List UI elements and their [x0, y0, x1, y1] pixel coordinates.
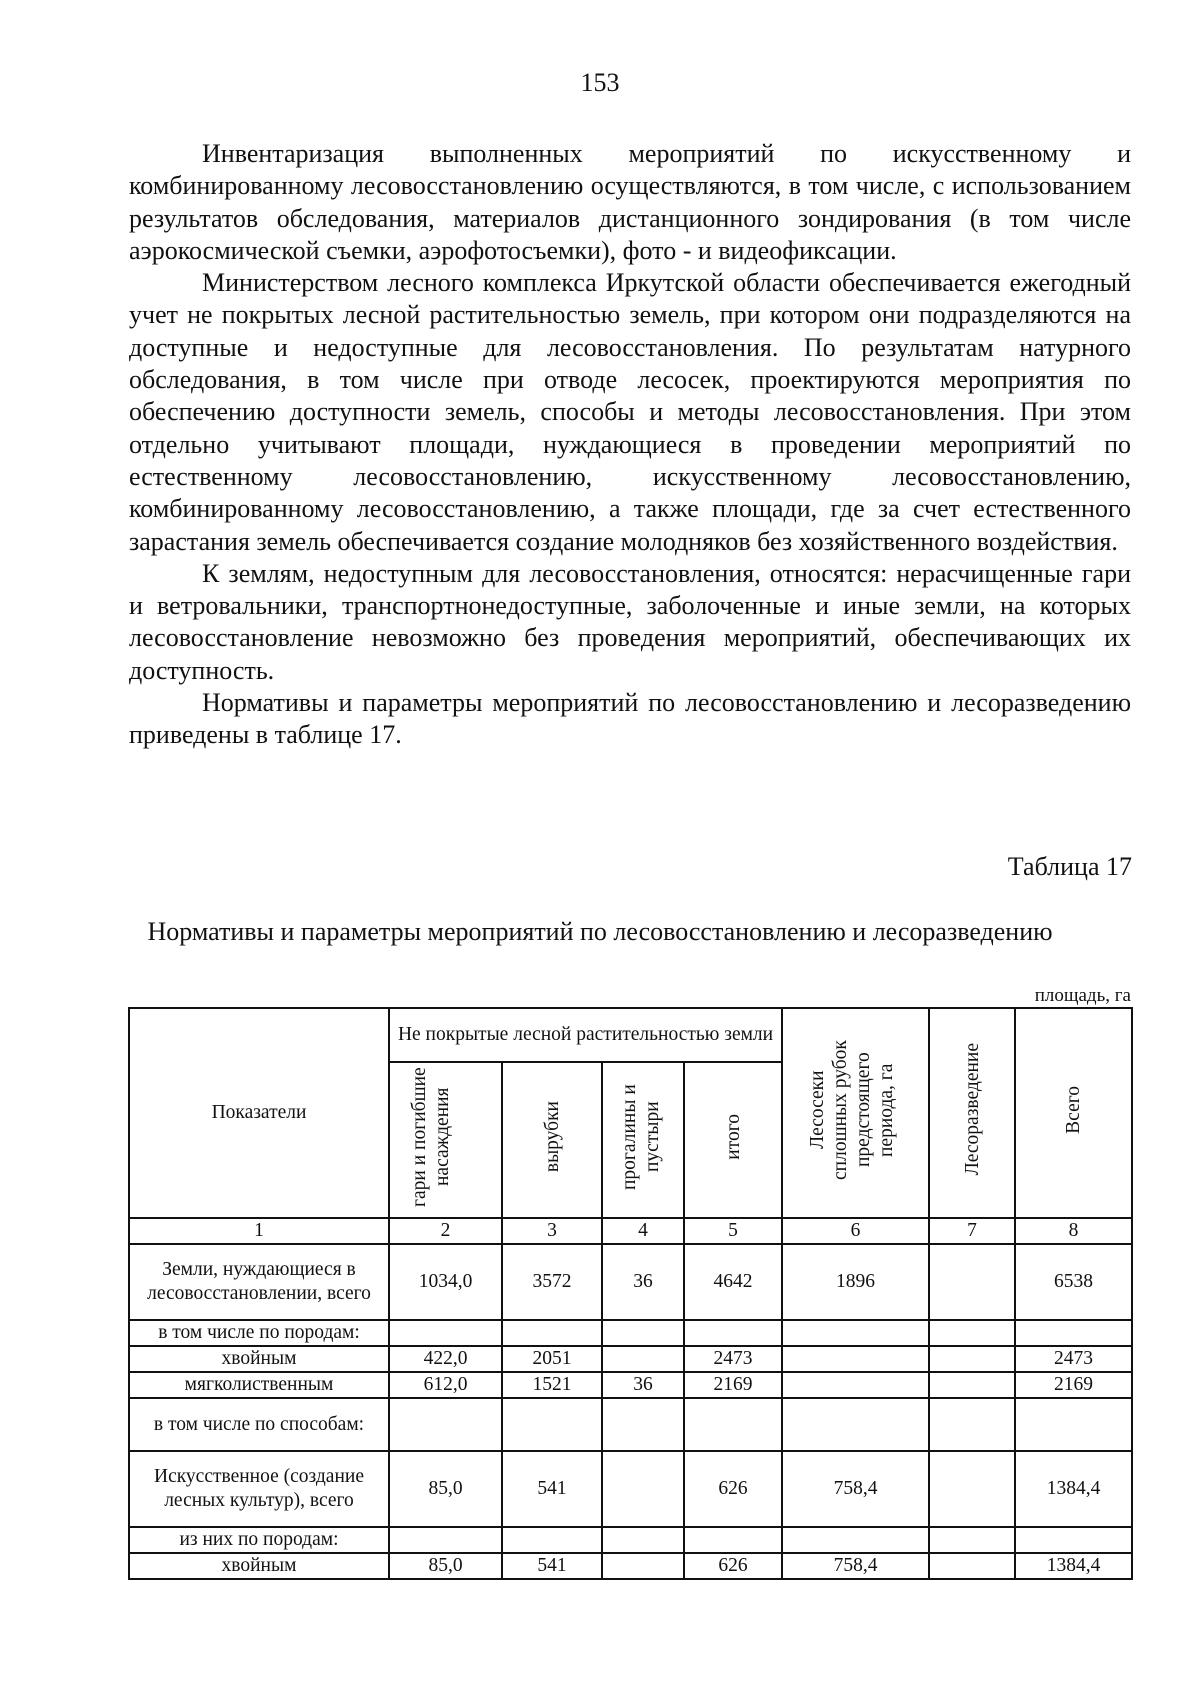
- row-label: в том числе по породам:: [129, 1320, 389, 1346]
- table-cell: [782, 1527, 929, 1553]
- column-number: 2: [389, 1218, 502, 1244]
- norms-table: [128, 1007, 1133, 1580]
- header-burns-label: гари и погибшие насаждения: [409, 1066, 453, 1207]
- table-cell: [684, 1320, 782, 1346]
- row-label: хвойным: [129, 1553, 389, 1579]
- column-numbers-row: [129, 1218, 1132, 1244]
- table-cell: [602, 1451, 684, 1527]
- paragraph: Инвентаризация выполненных мероприятий по искусственному и комбинированному лесовосстановлению осуществляются, в том числе, с использованием результатов обследования, материалов дистанционного зондирования (в том числе аэрокосмической съемки, аэрофотосъемки), фото - и видеофиксации.: [129, 139, 1131, 265]
- header-afforestation: [929, 1008, 1015, 1218]
- table-row: [129, 1398, 1132, 1451]
- table-cell: 85,0: [389, 1451, 502, 1527]
- header-glades-label: прогалины и пустыри: [619, 1083, 663, 1190]
- paragraph: К землям, недоступным для лесовосстановления, относятся: нерасчищенные гари и ветровальники, транспортнонедоступные, заболоченные и иные земли, на которых лесовосстановление невозможно без проведения мероприятий, обеспечивающих их доступность.: [129, 558, 1131, 685]
- table-cell: [1015, 1398, 1132, 1451]
- header-subtotal-label: итого: [722, 1113, 744, 1160]
- column-number: 1: [129, 1218, 389, 1244]
- table-cell: [389, 1398, 502, 1451]
- table-cell: 6538: [1015, 1244, 1132, 1320]
- row-label: в том числе по способам:: [129, 1398, 389, 1451]
- table-cell: 1034,0: [389, 1244, 502, 1320]
- row-label: Земли, нуждающиеся в лесовосстановлении, всего: [129, 1244, 389, 1320]
- header-burns: [389, 1062, 502, 1218]
- table-cell: 626: [684, 1553, 782, 1579]
- table-cell: [929, 1320, 1015, 1346]
- header-cutting-areas: [782, 1008, 929, 1218]
- table-cell: [782, 1372, 929, 1398]
- header-total-label: Всего: [1063, 1085, 1085, 1134]
- table-cell: [602, 1320, 684, 1346]
- header-glades: [602, 1062, 684, 1218]
- table-cell: 3572: [502, 1244, 602, 1320]
- table-cell: 2473: [1015, 1346, 1132, 1372]
- table-cell: [684, 1527, 782, 1553]
- row-label: хвойным: [129, 1346, 389, 1372]
- table-cell: [1015, 1527, 1132, 1553]
- table-cell: [929, 1451, 1015, 1527]
- table-cell: 758,4: [782, 1451, 929, 1527]
- table-cell: [502, 1320, 602, 1346]
- table-cell: [502, 1527, 602, 1553]
- paragraph: Нормативы и параметры мероприятий по лесовосстановлению и лесоразведению приведены в таблице 17.: [129, 688, 1131, 750]
- table-cell: 1896: [782, 1244, 929, 1320]
- table-row: [129, 1451, 1132, 1527]
- header-afforestation-label: Лесоразведение: [961, 1043, 983, 1176]
- header-clearings: [502, 1062, 602, 1218]
- table-cell: [929, 1244, 1015, 1320]
- table-cell: [929, 1372, 1015, 1398]
- table-row: [129, 1527, 1132, 1553]
- table-cell: [502, 1398, 602, 1451]
- column-number: 8: [1015, 1218, 1132, 1244]
- table-cell: 626: [684, 1451, 782, 1527]
- page-number: 153: [580, 68, 620, 97]
- table-cell: [602, 1553, 684, 1579]
- table-cell: 1521: [502, 1372, 602, 1398]
- table-cell: [929, 1553, 1015, 1579]
- paragraph: Министерством лесного комплекса Иркутской области обеспечивается ежегодный учет не покрытых лесной растительностью земель, при котором они подразделяются на доступные и недоступные для лесовосстановления. По результатам натурного обследования, в том числе при отводе лесосек, проектируются мероприятия по обеспечению доступности земель, способы и методы лесовосстановления. При этом отдельно учитывают площади, нуждающиеся в проведении мероприятий по естественному лесовосстановлению, искусственному лесовосстановлению, комбинированному лесовосстановлению, а также площади, где за счет естественного зарастания земель обеспечивается создание молодняков без хозяйственного воздействия.: [129, 268, 1131, 556]
- table-title: Нормативы и параметры мероприятий по лесовосстановлению и лесоразведению: [147, 917, 1053, 946]
- table-cell: [389, 1527, 502, 1553]
- header-unforested-lands: Не покрытые лесной растительностью земли: [389, 1008, 782, 1062]
- table-label: Таблица 17: [1007, 852, 1132, 881]
- table-cell: [684, 1398, 782, 1451]
- table-row: [129, 1553, 1132, 1579]
- table-cell: 2169: [684, 1372, 782, 1398]
- table-cell: 2051: [502, 1346, 602, 1372]
- header-indicators: Показатели: [129, 1008, 389, 1218]
- table-cell: 2169: [1015, 1372, 1132, 1398]
- table-cell: 2473: [684, 1346, 782, 1372]
- table-cell: [782, 1320, 929, 1346]
- row-label: мягколиственным: [129, 1372, 389, 1398]
- table-cell: [929, 1398, 1015, 1451]
- table-cell: [929, 1527, 1015, 1553]
- table-cell: 541: [502, 1451, 602, 1527]
- column-number: 6: [782, 1218, 929, 1244]
- row-label: из них по породам:: [129, 1527, 389, 1553]
- table-cell: [1015, 1320, 1132, 1346]
- header-total: [1015, 1008, 1132, 1218]
- table-cell: 36: [602, 1372, 684, 1398]
- table-cell: 1384,4: [1015, 1553, 1132, 1579]
- header-subtotal: [684, 1062, 782, 1218]
- table-cell: [389, 1320, 502, 1346]
- header-clearings-label: вырубки: [541, 1100, 563, 1173]
- table-cell: 85,0: [389, 1553, 502, 1579]
- table-row: [129, 1346, 1132, 1372]
- column-number: 7: [929, 1218, 1015, 1244]
- table-cell: [782, 1346, 929, 1372]
- table-cell: 541: [502, 1553, 602, 1579]
- table-cell: [602, 1527, 684, 1553]
- row-label: Искусственное (создание лесных культур), всего: [129, 1451, 389, 1527]
- table-row: [129, 1320, 1132, 1346]
- table-cell: [602, 1346, 684, 1372]
- table-cell: 422,0: [389, 1346, 502, 1372]
- body-text: [129, 138, 1131, 752]
- table-cell: 1384,4: [1015, 1451, 1132, 1527]
- table-cell: 4642: [684, 1244, 782, 1320]
- column-number: 4: [602, 1218, 684, 1244]
- table-unit: площадь, га: [1034, 985, 1131, 1006]
- header-cutting-areas-label: Лесосеки сплошных рубок предстоящего периода, га: [806, 1039, 897, 1180]
- table-cell: 36: [602, 1244, 684, 1320]
- table-row: [129, 1372, 1132, 1398]
- column-number: 3: [502, 1218, 602, 1244]
- table-cell: [782, 1398, 929, 1451]
- table-cell: 758,4: [782, 1553, 929, 1579]
- table-cell: [929, 1346, 1015, 1372]
- table-row: [129, 1244, 1132, 1320]
- table-cell: 612,0: [389, 1372, 502, 1398]
- column-number: 5: [684, 1218, 782, 1244]
- table-cell: [602, 1398, 684, 1451]
